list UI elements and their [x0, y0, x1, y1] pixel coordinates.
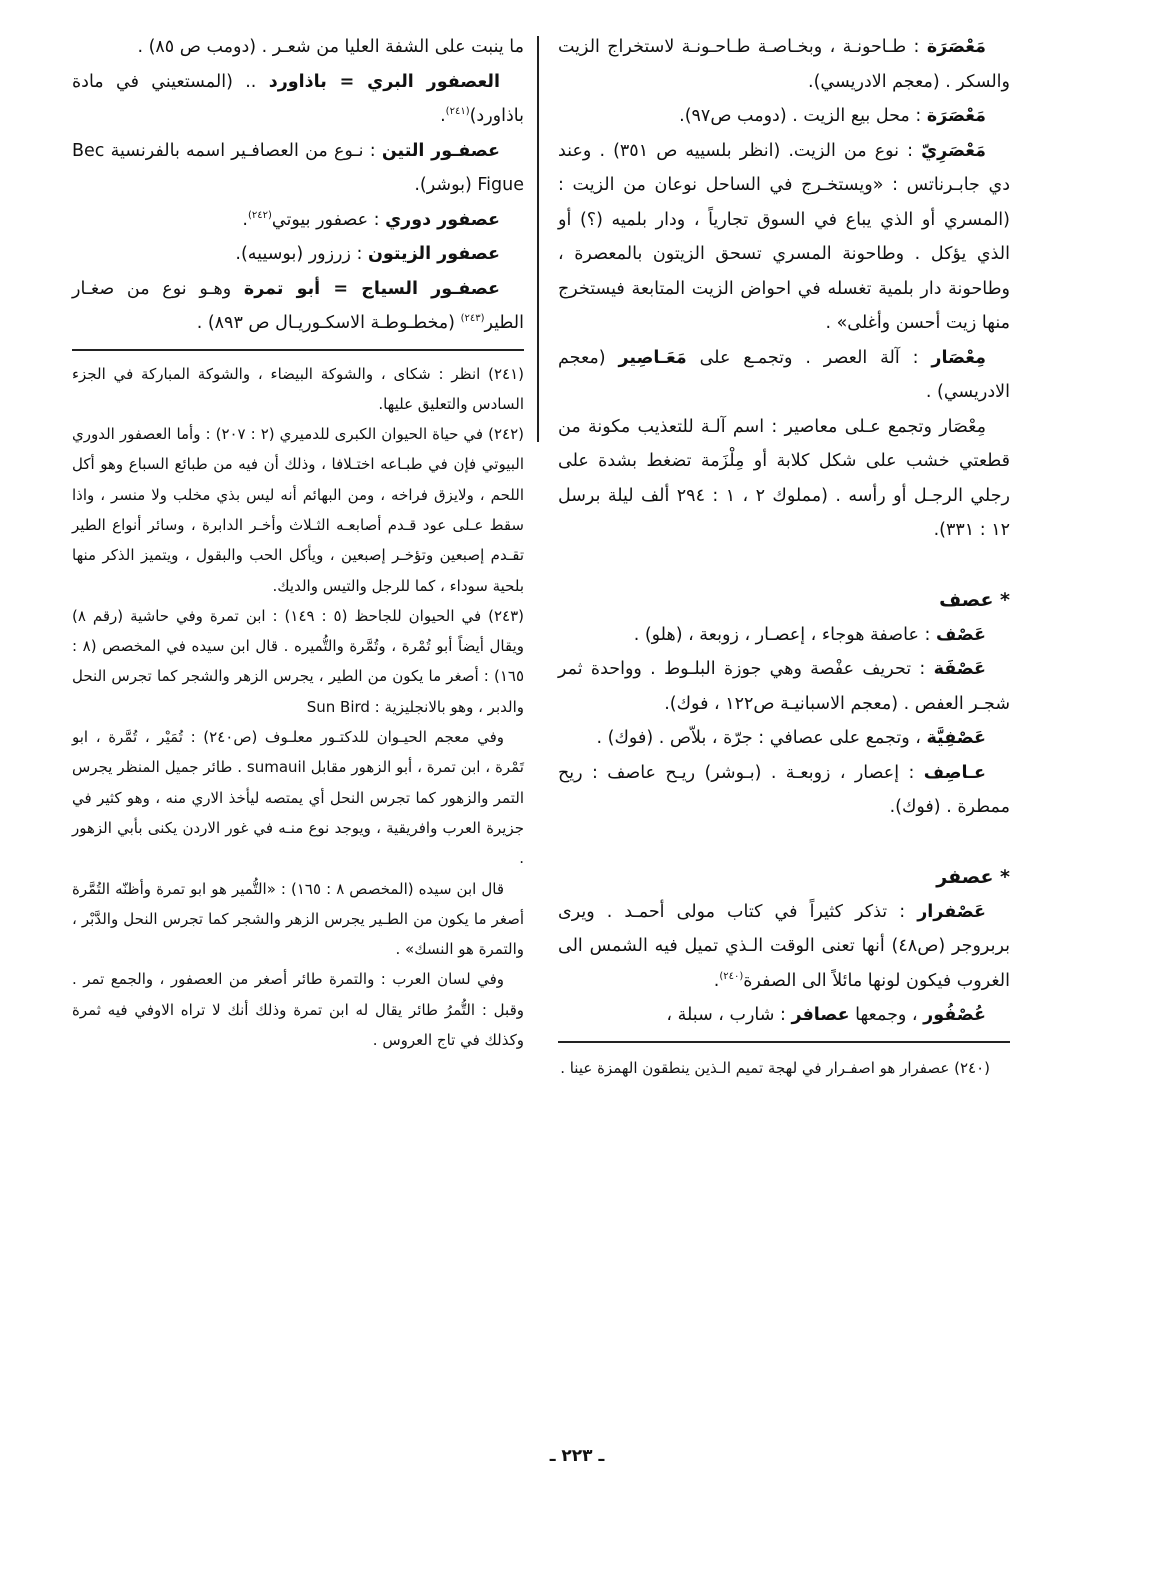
- entry-headword: العصفور البري = باذاورد: [268, 71, 501, 92]
- entry-text: ، وجمعها: [849, 1005, 924, 1025]
- entry: [72, 237, 524, 272]
- entry-headword: مَعْصَرِيّ: [921, 140, 986, 161]
- page-number: ـ ٢٢٣ ـ: [549, 1446, 605, 1466]
- entry: [558, 721, 1010, 756]
- entry: [558, 134, 1010, 341]
- footnote-ref: (٢٤١): [445, 106, 470, 118]
- entry-text: ، وتجمع على عصافي : جرّة ، بلاّص . (فوك) .: [596, 728, 927, 748]
- entry-text: : طـاحونـة ، وبخـاصـة طـاحـونـة لاستخراج الزيت والسكر . (معجم الادريسي).: [558, 37, 1010, 92]
- entry-headword: مِعْصَار: [931, 347, 986, 368]
- entry-headword: عـاصِف: [923, 762, 986, 783]
- footnote-continuation: وفي معجم الحيـوان للدكتـور معلـوف (ص٢٤٠) : تُمَيْر ، تُمَّرة ، ابو تَمْرة ، ابن تمرة ، أبو الزهور مقابل sumauil . طائر جميل المنظر يجرس التمر والزهور كما تجرس النحل أي يمتصه ليأخذ الاري منه ، وهو كثير في جزيرة العرب وافريقية ، ويوجد نوع منـه في غور الاردن يكنى بأبي الزهور .: [72, 728, 524, 868]
- entry-headword: عَصْفَة: [933, 659, 986, 679]
- entry-text: : تذكر كثيراً في كتاب مولى أحمـد . ويرى بربروجر (ص٤٨) أنها تعنى الوقت الـذي تميل فيه الشمس الى الغروب فيكون لونها مائلاً الى الصفرة: [558, 901, 1010, 991]
- entry-text: : تحريف عفْصة وهي جوزة البلـوط . وواحدة ثمر شجـر العفص . (معجم الاسبانيـة ص١٢٢ ، فوك).: [558, 659, 1010, 714]
- entry-text: : إعصار ، زوبعـة . (بـوشر) ريـح عاصف : ريح ممطرة . (فوك).: [558, 762, 1010, 817]
- entry-text: وهـو نوع من صغـار الطير: [72, 278, 524, 333]
- entry-headword: عُصْفُور: [923, 1005, 986, 1025]
- entry-text: : نوع من الزيت. (انظر بلسييه ص ٣٥١) . وعند دي جابـرناتس : «ويستخـرج في الساحل نوعان من الزيت : (المسري أو الذي يباع في السوق تجارياً ، ودار بلميه (؟) أو الذي يؤكل . وطاحونة المسري تسحق الزيتون بالمعصرة ، وطاحونة دار بلمية تغسله في احواض الزيت المتابعة فيستخرج منها زيت أحسن وأغلى» .: [558, 140, 1010, 333]
- entry-headword: عَصْفرار: [917, 901, 986, 922]
- entry: [558, 652, 1010, 721]
- entry-text: .: [440, 106, 446, 126]
- footnote-continuation: قال ابن سيده (المخصص ٨ : ١٦٥) : «التُّمير هو ابو تمرة وأظنّه التُمَّرة أصغر ما يكون من الطـير يجرس الزهر والشجر كما تجرس النحل والدَّبْر ، والتمرة هو النسك» .: [72, 879, 524, 959]
- entry: [558, 998, 1010, 1033]
- footnote: (٢٤١) انظر : شكاى ، والشوكة البيضاء ، والشوكة المباركة في الجزء السادس والتعليق عليها.: [72, 364, 524, 413]
- entry-text: .. (المستعيني في مادة باذاورد): [72, 71, 524, 126]
- entry: [72, 272, 524, 341]
- entry: [72, 65, 524, 134]
- entry-text: : آلة العصر . وتجمـع على: [686, 347, 932, 368]
- entry: [558, 30, 1010, 99]
- entry: [558, 99, 1010, 134]
- entry-headword: مَعَـاصِير: [618, 347, 687, 368]
- entry-text: : عصفور بيوتي: [271, 209, 386, 230]
- entry-headword: عصفـور التين: [381, 140, 500, 161]
- entry-headword: عصافر: [791, 1005, 850, 1025]
- entry: [558, 410, 1010, 548]
- footnote-continuation: وفي لسان العرب : والتمرة طائر أصغر من العصفور ، والجمع تمر . وقبل : التُّمرُ طائر يقال له ابن تمرة وذلك أنك لا تراه الاوفي فيه ثمرة وكذلك في تاج العروس .: [72, 970, 524, 1050]
- spacer: [558, 825, 1010, 859]
- entry: [72, 203, 524, 238]
- footnote-divider: [72, 349, 524, 351]
- entry-headword: عَصْف: [935, 624, 986, 645]
- entry-text: (مخطـوطـة الاسكـوريـال ص ٨٩٣) .: [196, 313, 461, 333]
- entry-headword: عصفـور السياج = أبو تمرة: [243, 278, 501, 299]
- entry-text: : شارب ، سبلة ،: [666, 1005, 792, 1025]
- section-title: * عصف: [939, 588, 1010, 611]
- column-divider: [537, 36, 539, 442]
- entry-headword: مَعْصَرَة: [926, 106, 986, 126]
- entry-text: : عاصفة هوجاء ، إعصـار ، زوبعة ، (هلو) .: [633, 624, 936, 645]
- footnote: (٢٤٠) عصفرار هو اصفـرار في لهجة تميم الـذين ينطقون الهمزة عينا .: [560, 1058, 990, 1077]
- footnote: (٢٤٢) في حياة الحيوان الكبرى للدميري (٢ : ٢٠٧) : وأما العصفور الدوري البيوتي فإن في طبـاعه اختـلافا ، وذلك أن فيه من طبائع السباع وهو أكل اللحم ، ولايزق فراخه ، ومن البهائم أنه ليس بذي مخلب ولا منسر ، واذا سقط عـلى عود قـدم أصابعـه الثـلاث وأخـر الدابرة ، وسائر أنواع الطير تقـدم إصبعين وتؤخـر إصبعين ، ويأكل الحب والبقول ، ويتميز الذكر منها بلحية سوداء ، كما للرجل والتيس والديك.: [72, 425, 524, 595]
- entry-text: : نـوع من العصافـير اسمه بالفرنسية Bec Figue (بوشر).: [72, 140, 524, 195]
- left-column: [72, 30, 524, 1055]
- entry-headword: عصفور دوري: [385, 209, 500, 230]
- entry-text: (معجم الادريسي) .: [558, 347, 1010, 402]
- footnote: (٢٤٣) في الحيوان للجاحظ (٥ : ١٤٩) : ابن تمرة وفي حاشية (رقم ٨) ويقال أيضاً أبو تُمْرة ، وتُمَّرة والتُّميره . قال ابن سيده في المخصص (٨ : ١٦٥) : أصغر ما يكون من الطير ، يجرس الزهر والشجر كما تجرس النحل والدبر ، وهو بالانجليزية : Sun Bird: [72, 606, 525, 716]
- entry-text: مِعْصَار وتجمع عـلى معاصير : اسم آلـة للتعذيب مكونة من قطعتي خشب على شكل كلابة أو مِلْزَمة تضغط بشدة على رجلي الرجـل أو رأسه . (مملوك ٢ ، ١ : ٢٩٤ ألف ليلة برسل ١٢ : ٣٣١).: [558, 416, 1010, 540]
- footnote-ref: (٢٤٠): [719, 970, 744, 982]
- entry-continuation: ما ينبت على الشفة العليا من شعـر . (دومب ص ٨٥) .: [137, 37, 524, 57]
- footnote-ref: (٢٤٣): [460, 313, 485, 325]
- entry-headword: عَصْفِيَّة: [926, 728, 986, 748]
- entry-text: .: [242, 209, 248, 230]
- spacer: [558, 548, 1010, 582]
- footnote-divider: [558, 1041, 1010, 1043]
- entry-headword: مَعْصَرَة: [926, 37, 986, 57]
- entry: [558, 756, 1010, 825]
- entry: [72, 134, 524, 203]
- footnote-ref: (٢٤٢): [247, 209, 272, 221]
- section-title: * عصفر: [936, 865, 1010, 888]
- entry-text: : زرزور (بوسييه).: [235, 244, 368, 264]
- entry: [558, 895, 1010, 999]
- entry-headword: عصفور الزيتون: [367, 244, 500, 264]
- right-column: [558, 30, 1010, 1083]
- entry: [558, 618, 1010, 653]
- entry-text: : محل بيع الزيت . (دومب ص٩٧).: [679, 106, 927, 126]
- entry: [558, 341, 1010, 410]
- entry-text: .: [713, 970, 720, 991]
